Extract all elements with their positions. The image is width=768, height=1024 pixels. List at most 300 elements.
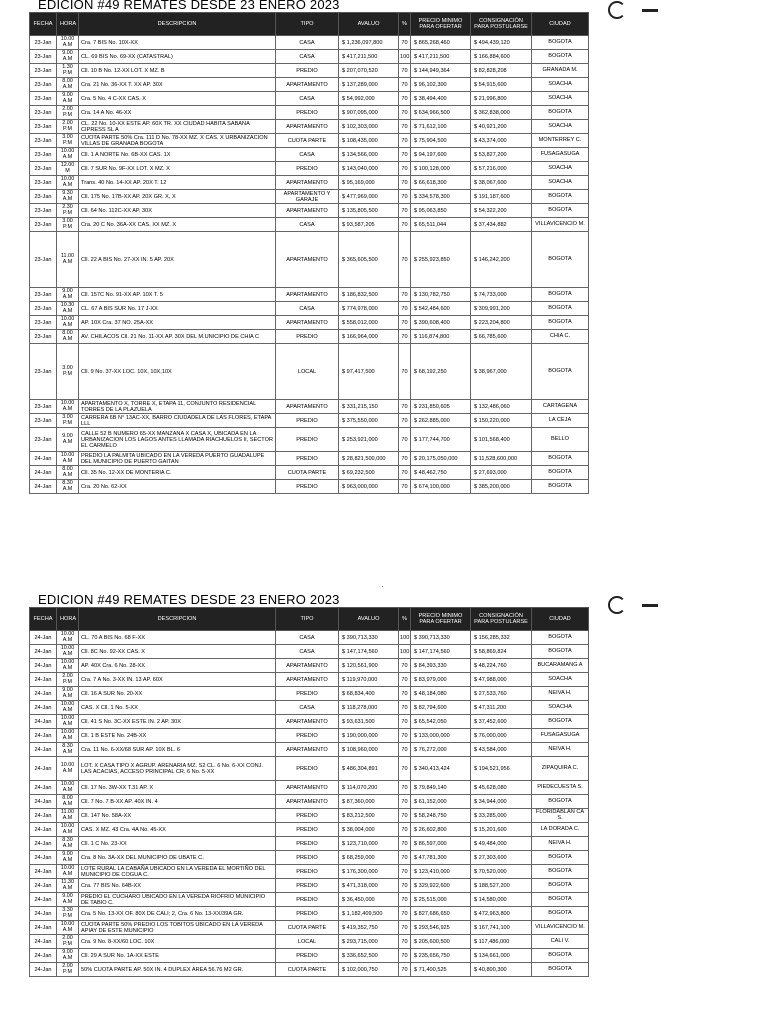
cell-ciudad: CARTAGENA (532, 400, 589, 414)
table-row (30, 893, 589, 907)
cell-avaluo: $ 38,004,000 (339, 823, 399, 837)
cell-hora: 9.00 A.M (57, 851, 79, 865)
table-row (30, 176, 589, 190)
cell-descripcion: AV. CHILACOS Cll. 21 No. 11-XX AP. 30X DEL M.UNICIPIO DE CHIA C (79, 330, 276, 344)
cell-ciudad: BOGOTA (532, 480, 589, 494)
cell-avaluo: $ 558,012,000 (339, 316, 399, 330)
cell-precio-minimo: $ 48,184,080 (411, 687, 471, 701)
cell-avaluo: $ 176,300,000 (339, 865, 399, 879)
cell-consignacion: $ 43,374,000 (471, 134, 532, 148)
cell-fecha: 24-Jan (30, 809, 57, 823)
cell-tipo: CUOTA PARTE (276, 921, 339, 935)
cell-hora: 9.00 A.M (57, 92, 79, 106)
cell-avaluo: $ 253,921,000 (339, 428, 399, 452)
cell-fecha: 23-Jan (30, 162, 57, 176)
cell-descripcion: PREDIO EL CUCHARO UBICADO EN LA VEREDA RIOFRIO MUNICIPIO DE TABIO C. (79, 893, 276, 907)
cell-precio-minimo: $ 75,904,500 (411, 134, 471, 148)
cell-consignacion: $ 11,528,600,000 (471, 452, 532, 466)
cell-avaluo: $ 119,970,000 (339, 673, 399, 687)
cell-consignacion: $ 66,785,600 (471, 330, 532, 344)
cell-fecha: 24-Jan (30, 645, 57, 659)
cell-descripcion: Cll. 16 A SUR No. 20-XX (79, 687, 276, 701)
cell-fecha: 24-Jan (30, 879, 57, 893)
table-row (30, 715, 589, 729)
table-row (30, 963, 589, 977)
cell-tipo: PREDIO (276, 809, 339, 823)
cell-tipo: PREDIO (276, 837, 339, 851)
cell-hora: 2.00 P.M (57, 106, 79, 120)
cell-pct: 70 (399, 316, 411, 330)
cell-precio-minimo: $ 205,600,500 (411, 935, 471, 949)
cell-pct: 70 (399, 963, 411, 977)
cell-precio-minimo: $ 827,686,650 (411, 907, 471, 921)
cell-consignacion: $ 134,661,000 (471, 949, 532, 963)
cell-avaluo: $ 108,960,000 (339, 743, 399, 757)
cell-tipo: CASA (276, 50, 339, 64)
header-hora: HORA (57, 608, 79, 631)
cell-fecha: 23-Jan (30, 414, 57, 428)
cell-hora: 10.00 A.M (57, 757, 79, 781)
cell-hora: 3.00 P.M (57, 218, 79, 232)
cell-pct: 70 (399, 949, 411, 963)
cell-descripcion: Trans. 40 No. 14-XX AP. 20X T. 12 (79, 176, 276, 190)
cell-consignacion: $ 27,693,000 (471, 466, 532, 480)
cell-ciudad: BOGOTA (532, 795, 589, 809)
cell-ciudad: SOACHA (532, 673, 589, 687)
cell-pct: 70 (399, 148, 411, 162)
cell-consignacion: $ 385,200,000 (471, 480, 532, 494)
header-tipo: TIPO (276, 608, 339, 631)
cell-precio-minimo: $ 84,393,330 (411, 659, 471, 673)
cell-fecha: 23-Jan (30, 92, 57, 106)
cell-hora: 11.00 A.M (57, 232, 79, 288)
cell-descripcion: CUOTA PARTE 50% Cra. 111 D No. 78-XX MZ. X CAS. X URBANIZACION VILLAS DE GRANADA BOGOTA (79, 134, 276, 148)
cell-fecha: 23-Jan (30, 330, 57, 344)
cell-hora: 10.00 A.M (57, 36, 79, 50)
cell-ciudad: CALI V. (532, 935, 589, 949)
cell-pct: 70 (399, 480, 411, 494)
cell-consignacion: $ 188,527,200 (471, 879, 532, 893)
cell-avaluo: $ 390,713,330 (339, 631, 399, 645)
cell-fecha: 23-Jan (30, 134, 57, 148)
cell-ciudad: BOGOTA (532, 316, 589, 330)
cell-hora: 8.00 A.M (57, 466, 79, 480)
cell-pct: 70 (399, 729, 411, 743)
cell-pct: 70 (399, 36, 411, 50)
cell-avaluo: $ 486,304,891 (339, 757, 399, 781)
cell-fecha: 23-Jan (30, 288, 57, 302)
cell-pct: 70 (399, 120, 411, 134)
cell-hora: 10.00 A.M (57, 645, 79, 659)
cell-fecha: 24-Jan (30, 659, 57, 673)
cell-pct: 70 (399, 687, 411, 701)
cell-tipo: APARTAMENTO (276, 659, 339, 673)
table-row (30, 466, 589, 480)
cell-descripcion: CAS. X MZ. 43 Cra. 4A No. 45-XX (79, 823, 276, 837)
cell-hora: 10.00 A.M (57, 715, 79, 729)
table-row (30, 851, 589, 865)
cell-pct: 70 (399, 921, 411, 935)
table-row (30, 480, 589, 494)
cell-tipo: PREDIO (276, 428, 339, 452)
cell-consignacion: $ 101,568,400 (471, 428, 532, 452)
cell-avaluo: $ 293,715,000 (339, 935, 399, 949)
cell-tipo: APARTAMENTO (276, 78, 339, 92)
cell-avaluo: $ 1,182,409,500 (339, 907, 399, 921)
cell-consignacion: $ 362,838,000 (471, 106, 532, 120)
cell-pct: 70 (399, 743, 411, 757)
cell-tipo: CASA (276, 631, 339, 645)
cell-pct: 70 (399, 673, 411, 687)
cell-tipo: CASA (276, 92, 339, 106)
table-row (30, 645, 589, 659)
cell-descripcion: 50% CUOTA PARTE AP. 50X IN. 4 DUPLEX AREA 56.76 M2 GR. (79, 963, 276, 977)
cell-hora: 10.00 A.M (57, 176, 79, 190)
cell-ciudad: BOGOTA (532, 907, 589, 921)
cell-precio-minimo: $ 100,128,000 (411, 162, 471, 176)
cell-precio-minimo: $ 94,197,600 (411, 148, 471, 162)
cell-avaluo: $ 95,169,000 (339, 176, 399, 190)
cell-hora: 10.00 A.M (57, 631, 79, 645)
cell-consignacion: $ 43,584,000 (471, 743, 532, 757)
cell-hora: 9.30 A.M (57, 190, 79, 204)
cell-pct: 100 (399, 645, 411, 659)
cell-pct: 70 (399, 190, 411, 204)
header-pct: % (399, 13, 411, 36)
cell-tipo: PREDIO (276, 414, 339, 428)
cell-consignacion: $ 49,484,000 (471, 837, 532, 851)
cell-ciudad: BUCARAMANG A (532, 659, 589, 673)
cell-precio-minimo: $ 20,175,050,000 (411, 452, 471, 466)
cell-descripcion: Cra. 14 A No. 46-XX (79, 106, 276, 120)
table-row (30, 673, 589, 687)
cell-precio-minimo: $ 293,546,925 (411, 921, 471, 935)
cell-descripcion: LOTE RURAL LA CABAÑA UBICADO EN LA VEREDA EL MORTIÑO DEL MUNICIPIO DE COGUA C. (79, 865, 276, 879)
cell-descripcion: Cra. 77 BIS No. 64B-XX (79, 879, 276, 893)
cell-consignacion: $ 132,486,060 (471, 400, 532, 414)
cell-ciudad: BOGOTA (532, 288, 589, 302)
cell-consignacion: $ 27,303,600 (471, 851, 532, 865)
cell-fecha: 23-Jan (30, 36, 57, 50)
cell-fecha: 23-Jan (30, 64, 57, 78)
cell-precio-minimo: $ 177,744,700 (411, 428, 471, 452)
cell-ciudad: BELLO (532, 428, 589, 452)
cell-tipo: CASA (276, 218, 339, 232)
cell-ciudad: FUSAGASUGA (532, 729, 589, 743)
cell-descripcion: Cll. 29 A SUR No. 1A-XX ESTE (79, 949, 276, 963)
cell-descripcion: LOT. X CASA TIPO X AGRUP. ARENARIA MZ. S2 CL. 6 No. 6-XX CONJ. LAS ACACIAS, ACCESO PRINCIPAL CR. 6 No. 5-XX (79, 757, 276, 781)
cell-hora: 10.00 A.M (57, 701, 79, 715)
cell-consignacion: $ 34,944,000 (471, 795, 532, 809)
cell-hora: 11.00 A.M (57, 809, 79, 823)
cell-tipo: PREDIO (276, 949, 339, 963)
cell-descripcion: AP. 10X Cra. 37 NO. 25A-XX (79, 316, 276, 330)
cell-consignacion: $ 45,628,080 (471, 781, 532, 795)
cell-consignacion: $ 38,067,600 (471, 176, 532, 190)
cell-pct: 70 (399, 659, 411, 673)
cell-avaluo: $ 102,000,750 (339, 963, 399, 977)
cell-hora: 3.00 P.M (57, 344, 79, 400)
cell-pct: 70 (399, 134, 411, 148)
cell-precio-minimo: $ 390,608,400 (411, 316, 471, 330)
cell-ciudad: SOACHA (532, 120, 589, 134)
cell-precio-minimo: $ 231,850,605 (411, 400, 471, 414)
cell-precio-minimo: $ 262,885,000 (411, 414, 471, 428)
cell-hora: 10.00 A.M (57, 781, 79, 795)
cell-precio-minimo: $ 634,966,500 (411, 106, 471, 120)
cell-consignacion: $ 53,827,200 (471, 148, 532, 162)
cell-tipo: LOCAL (276, 344, 339, 400)
cell-ciudad: LA CEJA (532, 414, 589, 428)
cell-consignacion: $ 58,869,824 (471, 645, 532, 659)
cell-descripcion: AP. 40X Cra. 6 No. 28-XX (79, 659, 276, 673)
cell-ciudad: BOGOTA (532, 645, 589, 659)
cell-pct: 70 (399, 701, 411, 715)
cell-consignacion: $ 47,988,000 (471, 673, 532, 687)
cell-descripcion: Cra. 5 No. 13-XX OF. 80X DE CALI; 2, Cra. 6 No. 13-XX/39A GR. (79, 907, 276, 921)
cell-avaluo: $ 36,450,000 (339, 893, 399, 907)
cell-avaluo: $ 186,832,500 (339, 288, 399, 302)
table-row (30, 743, 589, 757)
cell-precio-minimo: $ 61,152,000 (411, 795, 471, 809)
cell-tipo: APARTAMENTO (276, 715, 339, 729)
table-row (30, 781, 589, 795)
table-row (30, 687, 589, 701)
table-row (30, 701, 589, 715)
cell-pct: 70 (399, 92, 411, 106)
table-row (30, 452, 589, 466)
cell-descripcion: PREDIO LA PALMITA UBICADO EN LA VEREDA PUERTO GUADALUPE DEL MUNICIPIO DE PUERTO GAITAN (79, 452, 276, 466)
cell-pct: 70 (399, 218, 411, 232)
cell-ciudad: FUSAGASUGA (532, 148, 589, 162)
cell-consignacion: $ 223,204,800 (471, 316, 532, 330)
cell-descripcion: Cll. 1 A NORTE No. 6B-XX CAS. 1X (79, 148, 276, 162)
cell-tipo: PREDIO (276, 480, 339, 494)
cell-descripcion: Cll. 175 No. 17B-XX AP. 20X GR. X, X (79, 190, 276, 204)
cell-ciudad: SOACHA (532, 78, 589, 92)
table-row (30, 414, 589, 428)
table-row (30, 949, 589, 963)
page-title: EDICION #49 REMATES DESDE 23 ENERO 2023 (38, 592, 340, 607)
cell-ciudad: NEIVA H. (532, 837, 589, 851)
cell-tipo: CASA (276, 645, 339, 659)
cell-ciudad: NEIVA H. (532, 687, 589, 701)
cell-consignacion: $ 27,533,760 (471, 687, 532, 701)
cell-precio-minimo: $ 58,248,750 (411, 809, 471, 823)
cell-consignacion: $ 74,733,000 (471, 288, 532, 302)
cell-avaluo: $ 83,212,500 (339, 809, 399, 823)
page-title: EDICION #49 REMATES DESDE 23 ENERO 2023 (38, 0, 340, 12)
table-row (30, 809, 589, 823)
cell-fecha: 24-Jan (30, 715, 57, 729)
cell-ciudad: BOGOTA (532, 204, 589, 218)
cell-hora: 2.30 P.M (57, 204, 79, 218)
cell-consignacion: $ 156,285,332 (471, 631, 532, 645)
table-row (30, 316, 589, 330)
cell-tipo: APARTAMENTO (276, 400, 339, 414)
cell-pct: 70 (399, 204, 411, 218)
cell-avaluo: $ 207,070,520 (339, 64, 399, 78)
cell-hora: 10.30 A.M (57, 302, 79, 316)
cell-avaluo: $ 774,978,000 (339, 302, 399, 316)
cell-fecha: 23-Jan (30, 106, 57, 120)
cell-avaluo: $ 137,289,000 (339, 78, 399, 92)
cell-avaluo: $ 471,318,000 (339, 879, 399, 893)
cell-consignacion: $ 33,285,000 (471, 809, 532, 823)
cell-descripcion: CL. 22 No. 10-XX ESTE AP. 60X TR. XX CIUDAD HABITA SABANA CIPRESS SL A (79, 120, 276, 134)
cell-ciudad: BOGOTA (532, 851, 589, 865)
cell-precio-minimo: $ 65,542,050 (411, 715, 471, 729)
header-tipo: TIPO (276, 13, 339, 36)
cell-pct: 70 (399, 78, 411, 92)
cell-ciudad: BOGOTA (532, 466, 589, 480)
cell-pct: 70 (399, 344, 411, 400)
cell-tipo: CUOTA PARTE (276, 466, 339, 480)
cell-avaluo: $ 123,710,000 (339, 837, 399, 851)
cell-hora: 9.00 A.M (57, 288, 79, 302)
cell-avaluo: $ 419,352,750 (339, 921, 399, 935)
cell-pct: 70 (399, 879, 411, 893)
cell-precio-minimo: $ 26,602,800 (411, 823, 471, 837)
table-row (30, 120, 589, 134)
cell-fecha: 24-Jan (30, 729, 57, 743)
cell-ciudad: BOGOTA (532, 190, 589, 204)
table-row (30, 659, 589, 673)
cell-avaluo: $ 102,303,000 (339, 120, 399, 134)
cell-consignacion: $ 48,224,760 (471, 659, 532, 673)
cell-pct: 70 (399, 837, 411, 851)
cell-hora: 2.00 P.M (57, 673, 79, 687)
cell-fecha: 23-Jan (30, 190, 57, 204)
cell-pct: 70 (399, 935, 411, 949)
cell-consignacion: $ 54,915,600 (471, 78, 532, 92)
cell-ciudad: MONTERREY C. (532, 134, 589, 148)
cell-ciudad: BOGOTA (532, 879, 589, 893)
cell-hora: 2.00 P.M (57, 963, 79, 977)
cell-precio-minimo: $ 116,874,800 (411, 330, 471, 344)
table-row (30, 190, 589, 204)
cell-precio-minimo: $ 65,511,044 (411, 218, 471, 232)
cell-ciudad: LA DORADA C. (532, 823, 589, 837)
cell-tipo: PREDIO (276, 452, 339, 466)
cell-tipo: APARTAMENTO (276, 743, 339, 757)
cell-avaluo: $ 118,278,000 (339, 701, 399, 715)
cell-fecha: 24-Jan (30, 701, 57, 715)
cell-descripcion: Cll. 7 No. 7 B-XX AP. 40X IN. 4 (79, 795, 276, 809)
cell-ciudad: NEIVA H. (532, 743, 589, 757)
cell-pct: 70 (399, 176, 411, 190)
table-row (30, 92, 589, 106)
cell-ciudad: BOGOTA (532, 865, 589, 879)
cell-tipo: PREDIO (276, 64, 339, 78)
cell-avaluo: $ 28,821,500,000 (339, 452, 399, 466)
cell-pct: 70 (399, 715, 411, 729)
cell-avaluo: $ 166,964,000 (339, 330, 399, 344)
cell-ciudad: BOGOTA (532, 344, 589, 400)
table-row (30, 907, 589, 921)
cell-consignacion: $ 57,216,000 (471, 162, 532, 176)
header-precio-minimo: PRECIO MINIMO PARA OFERTAR (411, 608, 471, 631)
cell-avaluo: $ 97,417,500 (339, 344, 399, 400)
header-hora: HORA (57, 13, 79, 36)
cell-tipo: CUOTA PARTE (276, 963, 339, 977)
cell-ciudad: BOGOTA (532, 452, 589, 466)
cell-consignacion: $ 37,434,882 (471, 218, 532, 232)
cell-avaluo: $ 134,566,000 (339, 148, 399, 162)
cell-descripcion: Cra. 21 No. 36-XX T. XX AP. 30X (79, 78, 276, 92)
cell-precio-minimo: $ 71,612,100 (411, 120, 471, 134)
cell-hora: 12.00 M (57, 162, 79, 176)
cell-precio-minimo: $ 255,923,850 (411, 232, 471, 288)
cell-fecha: 24-Jan (30, 837, 57, 851)
table-row (30, 631, 589, 645)
cell-tipo: APARTAMENTO (276, 316, 339, 330)
cell-consignacion: $ 21,996,800 (471, 92, 532, 106)
cell-fecha: 23-Jan (30, 204, 57, 218)
cell-precio-minimo: $ 68,192,250 (411, 344, 471, 400)
cell-ciudad: BOGOTA (532, 50, 589, 64)
table-body (30, 36, 589, 494)
cell-avaluo: $ 108,435,000 (339, 134, 399, 148)
cell-pct: 70 (399, 162, 411, 176)
cell-tipo: CUOTA PARTE (276, 134, 339, 148)
cell-hora: 3.00 P.M (57, 134, 79, 148)
cell-tipo: PREDIO (276, 106, 339, 120)
cell-tipo: PREDIO (276, 687, 339, 701)
cell-pct: 70 (399, 757, 411, 781)
header-descripcion: DESCRIPCION (79, 13, 276, 36)
cell-ciudad: SOACHA (532, 92, 589, 106)
cell-precio-minimo: $ 144,949,364 (411, 64, 471, 78)
cell-descripcion: Cll. 17 No. 3W-XX T.31 AP. X (79, 781, 276, 795)
cell-tipo: CASA (276, 148, 339, 162)
table-row (30, 865, 589, 879)
cell-fecha: 24-Jan (30, 865, 57, 879)
cell-descripcion: Cll. 1 C No. 23-XX (79, 837, 276, 851)
cell-hora: 9.00 A.M (57, 428, 79, 452)
cell-descripcion: CAS. X Cll. 1 No. 5-XX (79, 701, 276, 715)
cell-ciudad: GRANADA M. (532, 64, 589, 78)
cell-precio-minimo: $ 340,413,424 (411, 757, 471, 781)
table-row (30, 218, 589, 232)
cell-consignacion: $ 146,242,200 (471, 232, 532, 288)
cell-ciudad: BOGOTA (532, 36, 589, 50)
cell-hora: 10.00 A.M (57, 452, 79, 466)
cell-pct: 70 (399, 865, 411, 879)
header-descripcion: DESCRIPCION (79, 608, 276, 631)
cell-fecha: 23-Jan (30, 78, 57, 92)
cell-tipo: APARTAMENTO (276, 795, 339, 809)
cell-fecha: 24-Jan (30, 935, 57, 949)
table-row (30, 162, 589, 176)
cell-consignacion: $ 37,452,600 (471, 715, 532, 729)
cell-tipo: PREDIO (276, 757, 339, 781)
cell-ciudad: BOGOTA (532, 232, 589, 288)
cell-descripcion: Cll. 22 A BIS No. 27-XX IN. 5 AP. 20X (79, 232, 276, 288)
table-row (30, 36, 589, 50)
table-row (30, 64, 589, 78)
cell-hora: 1.30 P.M (57, 64, 79, 78)
table-row (30, 204, 589, 218)
cell-avaluo: $ 963,000,000 (339, 480, 399, 494)
table-row (30, 795, 589, 809)
cell-ciudad: BOGOTA (532, 949, 589, 963)
cell-avaluo: $ 336,652,500 (339, 949, 399, 963)
cell-fecha: 23-Jan (30, 302, 57, 316)
cell-precio-minimo: $ 83,979,000 (411, 673, 471, 687)
cell-pct: 70 (399, 232, 411, 288)
table-row (30, 428, 589, 452)
